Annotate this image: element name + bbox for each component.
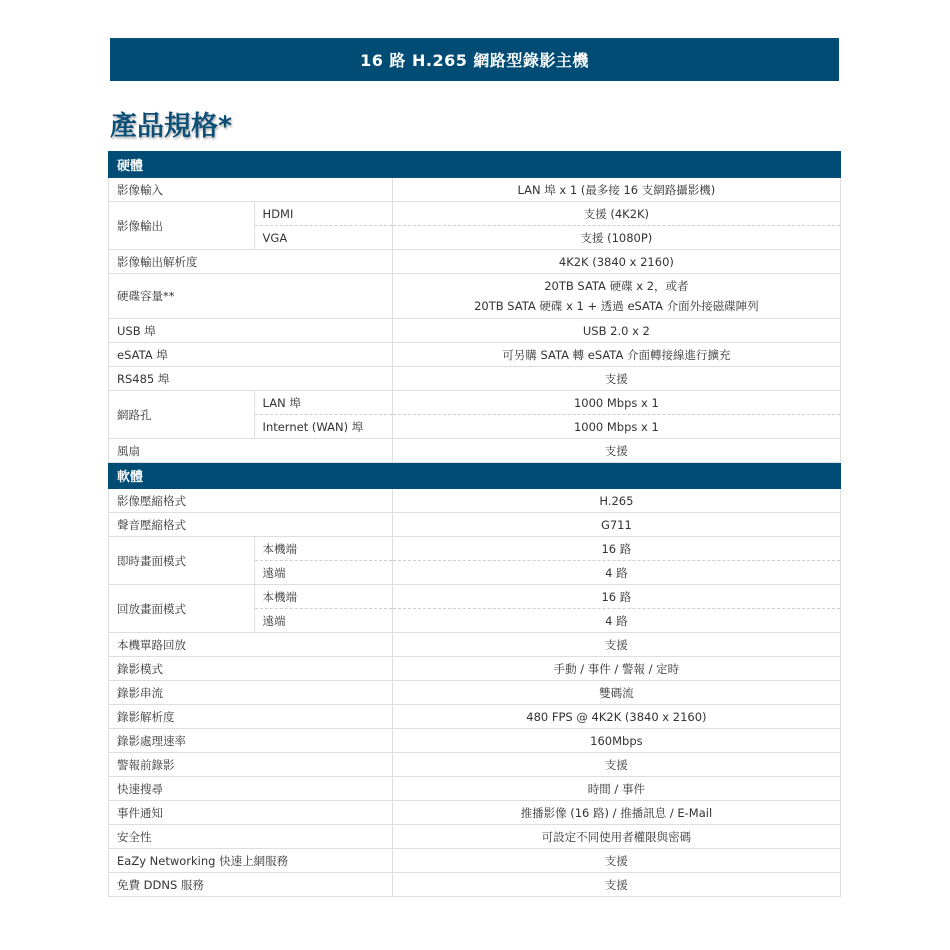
table-row (109, 777, 841, 801)
spec-label: RS485 埠 (109, 367, 393, 391)
section-header-software (109, 463, 841, 489)
spec-sublabel: 本機端 (254, 585, 392, 609)
spec-value: 雙碼流 (392, 681, 840, 705)
spec-value: H.265 (392, 489, 840, 513)
spec-label: 影像壓縮格式 (109, 489, 393, 513)
section-label: 硬體 (109, 152, 841, 178)
table-row (109, 489, 841, 513)
table-row (109, 202, 841, 226)
spec-value: 16 路 (392, 585, 840, 609)
spec-value: 支援 (392, 873, 840, 897)
spec-label: 影像輸出 (109, 202, 255, 250)
spec-value: 4 路 (392, 609, 840, 633)
table-row (109, 250, 841, 274)
spec-label: eSATA 埠 (109, 343, 393, 367)
spec-value: 4 路 (392, 561, 840, 585)
spec-value: 手動 / 事件 / 警報 / 定時 (392, 657, 840, 681)
spec-sublabel: Internet (WAN) 埠 (254, 415, 392, 439)
section-header-hardware (109, 152, 841, 178)
table-row (109, 391, 841, 415)
spec-value: 推播影像 (16 路) / 推播訊息 / E-Mail (392, 801, 840, 825)
spec-value: 支援 (392, 849, 840, 873)
table-row (109, 825, 841, 849)
spec-value: 160Mbps (392, 729, 840, 753)
spec-label: 聲音壓縮格式 (109, 513, 393, 537)
spec-value: 1000 Mbps x 1 (392, 391, 840, 415)
table-row (109, 585, 841, 609)
table-row (109, 873, 841, 897)
table-row (109, 439, 841, 463)
spec-value: 支援 (392, 439, 840, 463)
table-row (109, 849, 841, 873)
spec-sublabel: 本機端 (254, 537, 392, 561)
spec-label: 錄影串流 (109, 681, 393, 705)
table-row (109, 274, 841, 319)
spec-label: 風扇 (109, 439, 393, 463)
table-row (109, 705, 841, 729)
table-row (109, 753, 841, 777)
product-banner (110, 38, 839, 81)
table-row (109, 681, 841, 705)
spec-label: 警報前錄影 (109, 753, 393, 777)
spec-value: 支援 (4K2K) (392, 202, 840, 226)
spec-label: 事件通知 (109, 801, 393, 825)
table-row (109, 729, 841, 753)
spec-value-line: 20TB SATA 硬碟 x 1 + 透過 eSATA 介面外接磁碟陣列 (474, 299, 759, 313)
table-row (109, 367, 841, 391)
spec-value: 4K2K (3840 x 2160) (392, 250, 840, 274)
table-row (109, 513, 841, 537)
table-row (109, 801, 841, 825)
table-row (109, 537, 841, 561)
spec-value: 480 FPS @ 4K2K (3840 x 2160) (392, 705, 840, 729)
spec-value: 1000 Mbps x 1 (392, 415, 840, 439)
spec-value: 支援 (1080P) (392, 226, 840, 250)
spec-value: 支援 (392, 633, 840, 657)
spec-label: 錄影模式 (109, 657, 393, 681)
spec-label: 安全性 (109, 825, 393, 849)
spec-sublabel: LAN 埠 (254, 391, 392, 415)
table-row (109, 657, 841, 681)
spec-value (392, 274, 840, 319)
table-row (109, 178, 841, 202)
spec-sublabel: 遠端 (254, 561, 392, 585)
spec-value-line: 20TB SATA 硬碟 x 2，或者 (544, 279, 689, 293)
page-title: 產品規格* (110, 111, 233, 142)
spec-value: 可另購 SATA 轉 eSATA 介面轉接線進行擴充 (392, 343, 840, 367)
spec-label: EaZy Networking 快速上網服務 (109, 849, 393, 873)
spec-label: 網路孔 (109, 391, 255, 439)
spec-label: 快速搜尋 (109, 777, 393, 801)
spec-value: 時間 / 事件 (392, 777, 840, 801)
spec-table (108, 151, 841, 897)
spec-value: 支援 (392, 753, 840, 777)
spec-label: 錄影處理速率 (109, 729, 393, 753)
spec-label: USB 埠 (109, 319, 393, 343)
spec-label: 即時畫面模式 (109, 537, 255, 585)
spec-label: 免費 DDNS 服務 (109, 873, 393, 897)
banner-title: 16 路 H.265 網路型錄影主機 (360, 51, 589, 70)
spec-value: 16 路 (392, 537, 840, 561)
spec-value: 支援 (392, 367, 840, 391)
spec-label: 本機單路回放 (109, 633, 393, 657)
table-row (109, 633, 841, 657)
spec-sublabel: 遠端 (254, 609, 392, 633)
spec-label: 錄影解析度 (109, 705, 393, 729)
spec-value: LAN 埠 x 1 (最多接 16 支網路攝影機) (392, 178, 840, 202)
spec-value: 可設定不同使用者權限與密碼 (392, 825, 840, 849)
spec-label: 影像輸出解析度 (109, 250, 393, 274)
spec-label: 回放畫面模式 (109, 585, 255, 633)
table-row (109, 319, 841, 343)
section-label: 軟體 (109, 463, 841, 489)
spec-label: 影像輸入 (109, 178, 393, 202)
spec-value: G711 (392, 513, 840, 537)
spec-sublabel: VGA (254, 226, 392, 250)
spec-label: 硬碟容量** (109, 274, 393, 319)
spec-sublabel: HDMI (254, 202, 392, 226)
table-row (109, 343, 841, 367)
spec-value: USB 2.0 x 2 (392, 319, 840, 343)
